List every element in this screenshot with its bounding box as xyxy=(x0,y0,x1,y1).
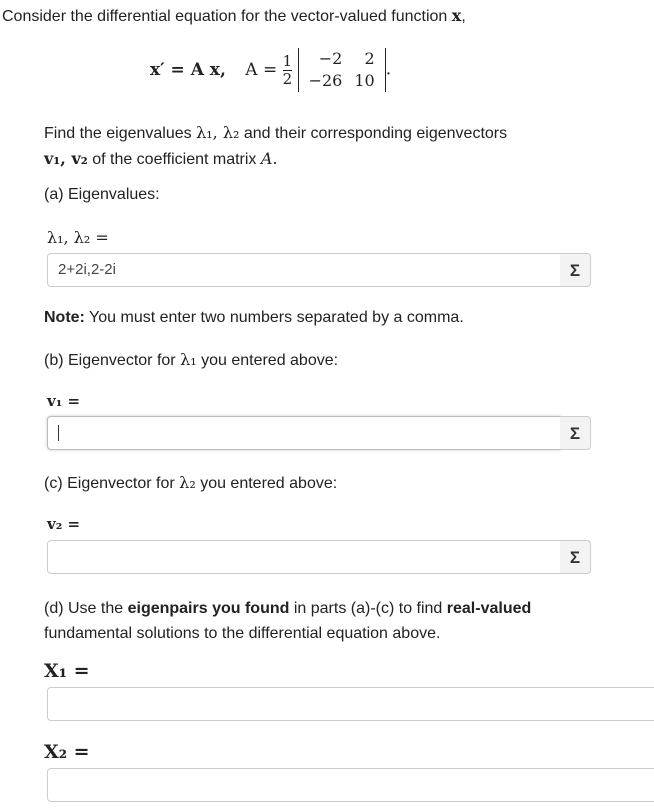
eigenvalues-input[interactable]: 2+2i,2-2i xyxy=(47,253,561,287)
x1-input[interactable] xyxy=(47,687,654,721)
part-c-label: (c) Eigenvector for λ₂ you entered above: xyxy=(44,473,338,492)
equation: x′ = A x, A = $\frac{1}{2}$ −2 2 −26 10 . xyxy=(150,49,392,90)
part-a-label: (a) Eigenvalues: xyxy=(44,186,160,203)
text-cursor xyxy=(58,425,59,441)
sigma-button-b[interactable]: Σ xyxy=(560,416,591,450)
sigma-button-c[interactable]: Σ xyxy=(560,540,591,574)
lambda-label: λ₁, λ₂ = xyxy=(47,228,109,247)
sigma-button-a[interactable]: Σ xyxy=(560,253,591,287)
x1-label: X₁ = xyxy=(44,660,90,682)
v1-label: v₁ = xyxy=(47,392,81,410)
part-d-text: (d) Use the eigenpairs you found in parts (a)-(c) to find real-valued fundamental solutions to the differential equation above. xyxy=(44,600,532,642)
intro-text: Consider the differential equation for the vector-valued function x, xyxy=(2,6,466,25)
v2-label: v₂ = xyxy=(47,515,81,533)
instructions: Find the eigenvalues λ₁, λ₂ and their corresponding eigenvectors v₁, v₂ of the coefficient matrix A. xyxy=(44,123,508,168)
matrix: −2 2 −26 10 xyxy=(298,48,386,92)
part-b-label: (b) Eigenvector for λ₁ you entered above: xyxy=(44,350,339,369)
eigenvector-1-input[interactable] xyxy=(47,416,561,450)
x2-input[interactable] xyxy=(47,768,654,802)
eigenvector-2-input[interactable] xyxy=(47,540,561,574)
x2-label: X₂ = xyxy=(44,741,90,763)
note: Note: You must enter two numbers separated by a comma. xyxy=(44,309,464,326)
